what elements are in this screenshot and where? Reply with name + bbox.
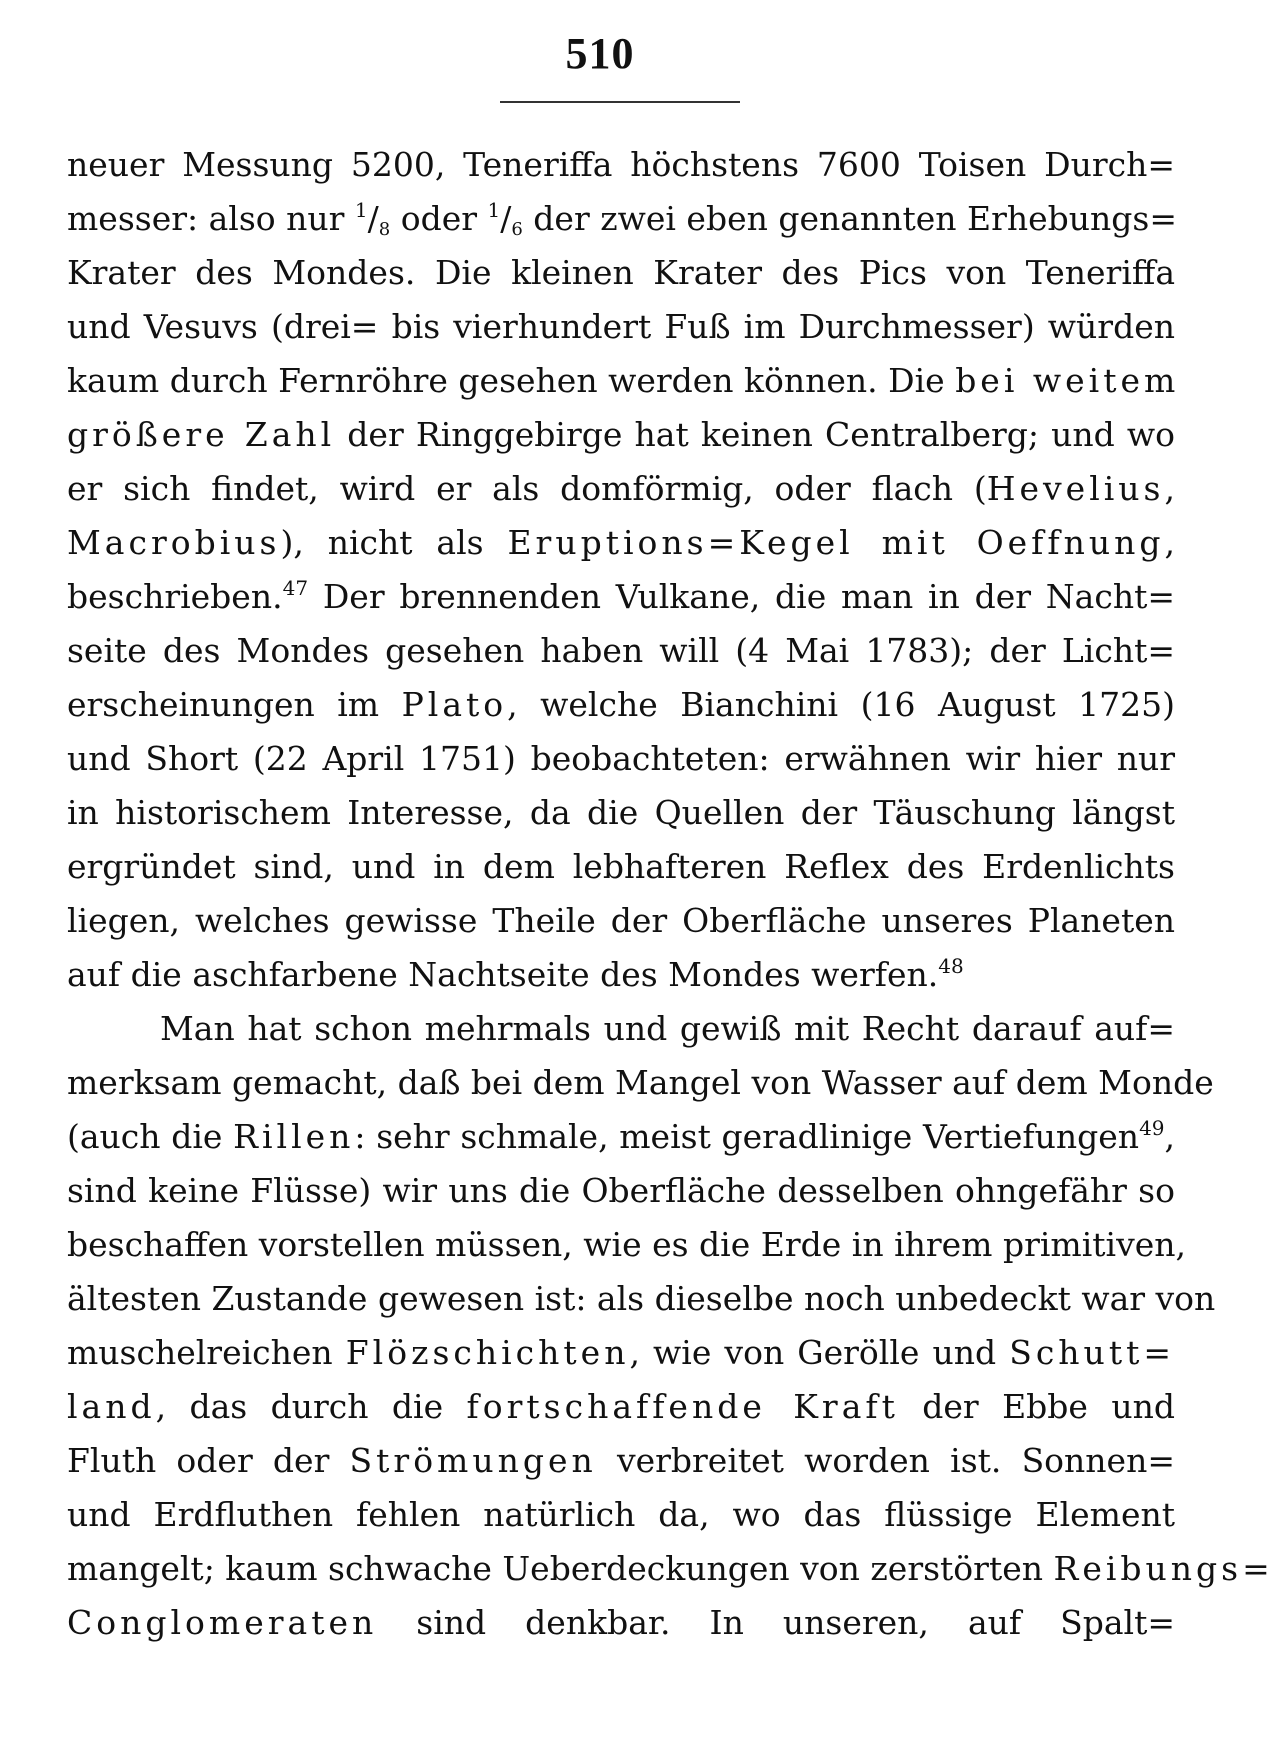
page-number: 510 <box>565 29 635 78</box>
spaced-emphasis: Reibungs= <box>1053 1549 1274 1588</box>
text-line: seite des Mondes gesehen haben will (4 Mai 1783); der Licht= <box>67 631 1175 670</box>
text-line: merksam gemacht, daß bei dem Mangel von Wasser auf dem Monde <box>67 1063 1214 1102</box>
text-line: neuer Messung 5200, Teneriffa höchstens 7600 Toisen Durch= <box>67 145 1175 184</box>
text-line: beschaffen vorstellen müssen, wie es die Erde in ihrem primitiven, <box>67 1225 1186 1264</box>
text-line: in historischem Interesse, da die Quellen der Täuschung längst <box>67 793 1175 832</box>
text-line: er sich findet, wird er als domförmig, oder flach (Hevelius, <box>67 469 1175 508</box>
spaced-emphasis: größere Zahl <box>67 415 336 454</box>
text-line: liegen, welches gewisse Theile der Oberfläche unseres Planeten <box>67 901 1175 940</box>
spaced-emphasis: Schutt= <box>1009 1333 1175 1372</box>
spaced-emphasis: Rillen <box>233 1117 355 1156</box>
text-line: Fluth oder der Strömungen verbreitet worden ist. Sonnen= <box>67 1441 1175 1480</box>
footnote-ref-47: 47 <box>282 576 309 600</box>
spaced-emphasis: Conglomeraten <box>67 1603 378 1642</box>
text-line: erscheinungen im Plato, welche Bianchini (16 August 1725) <box>67 685 1175 724</box>
text-line: und Short (22 April 1751) beobachteten: erwähnen wir hier nur <box>67 739 1175 778</box>
spaced-emphasis: fortschaffende Kraft <box>466 1387 899 1426</box>
text-line: ältesten Zustande gewesen ist: als dieselbe noch unbedeckt war von <box>67 1279 1216 1318</box>
text-line: auf die aschfarbene Nachtseite des Mondes werfen.$^{48}$ <box>67 954 964 994</box>
text-line: sind keine Flüsse) wir uns die Oberfläche desselben ohngefähr so <box>67 1171 1175 1210</box>
spaced-emphasis: bei weitem <box>955 361 1180 400</box>
footnote-ref-49: 49 <box>1139 1116 1165 1140</box>
fraction-one-sixth: $^1/_6$ <box>487 198 523 240</box>
spaced-emphasis: Plato <box>401 685 508 724</box>
text-line: kaum durch Fernröhre gesehen werden können. Die bei weitem <box>67 361 1180 400</box>
spaced-emphasis: Macrobius <box>67 523 281 562</box>
paragraph-first-line: Man hat schon mehrmals und gewiß mit Recht darauf auf= <box>160 1009 1175 1048</box>
spaced-emphasis: Hevelius <box>986 469 1165 508</box>
spaced-emphasis: Eruptions=Kegel mit Oeffnung <box>507 523 1165 562</box>
text-line: und Erdfluthen fehlen natürlich da, wo das flüssige Element <box>67 1495 1175 1534</box>
text-line: Macrobius), nicht als Eruptions=Kegel mit Oeffnung, <box>67 523 1175 562</box>
text-line: muschelreichen Flözschichten, wie von Gerölle und Schutt= <box>67 1333 1175 1372</box>
spaced-emphasis: Flözschichten <box>345 1333 630 1372</box>
spaced-emphasis: land <box>67 1387 156 1426</box>
header-rule <box>500 101 740 103</box>
text-line: größere Zahl der Ringgebirge hat keinen Centralberg; und wo <box>67 415 1176 454</box>
text-line: Conglomeraten sind denkbar. In unseren, auf Spalt= <box>67 1603 1175 1642</box>
text-line: ergründet sind, und in dem lebhafteren Reflex des Erdenlichts <box>67 847 1175 886</box>
spaced-emphasis: Strömungen <box>349 1441 597 1480</box>
text-line: (auch die Rillen: sehr schmale, meist geradlinige Vertiefungen$^{49}$, <box>67 1116 1176 1156</box>
text-line: land, das durch die fortschaffende Kraft der Ebbe und <box>67 1387 1175 1426</box>
text-line: und Vesuvs (drei= bis vierhundert Fuß im Durchmesser) würden <box>67 307 1175 346</box>
text-line: messer: also nur $^1/_8$ oder $^1/_6$ der zwei eben genannten Erhebungs= <box>67 198 1177 240</box>
text-line: Krater des Mondes. Die kleinen Krater des Pics von Teneriffa <box>67 253 1175 292</box>
fraction-one-eighth: $^1/_8$ <box>354 198 391 240</box>
body-text <box>67 138 1274 1650</box>
text-line: mangelt; kaum schwache Ueberdeckungen von zerstörten Reibungs= <box>67 1549 1274 1588</box>
footnote-ref-48: 48 <box>938 954 964 978</box>
text-line: beschrieben.$^{47}$ Der brennenden Vulkane, die man in der Nacht= <box>67 576 1175 616</box>
